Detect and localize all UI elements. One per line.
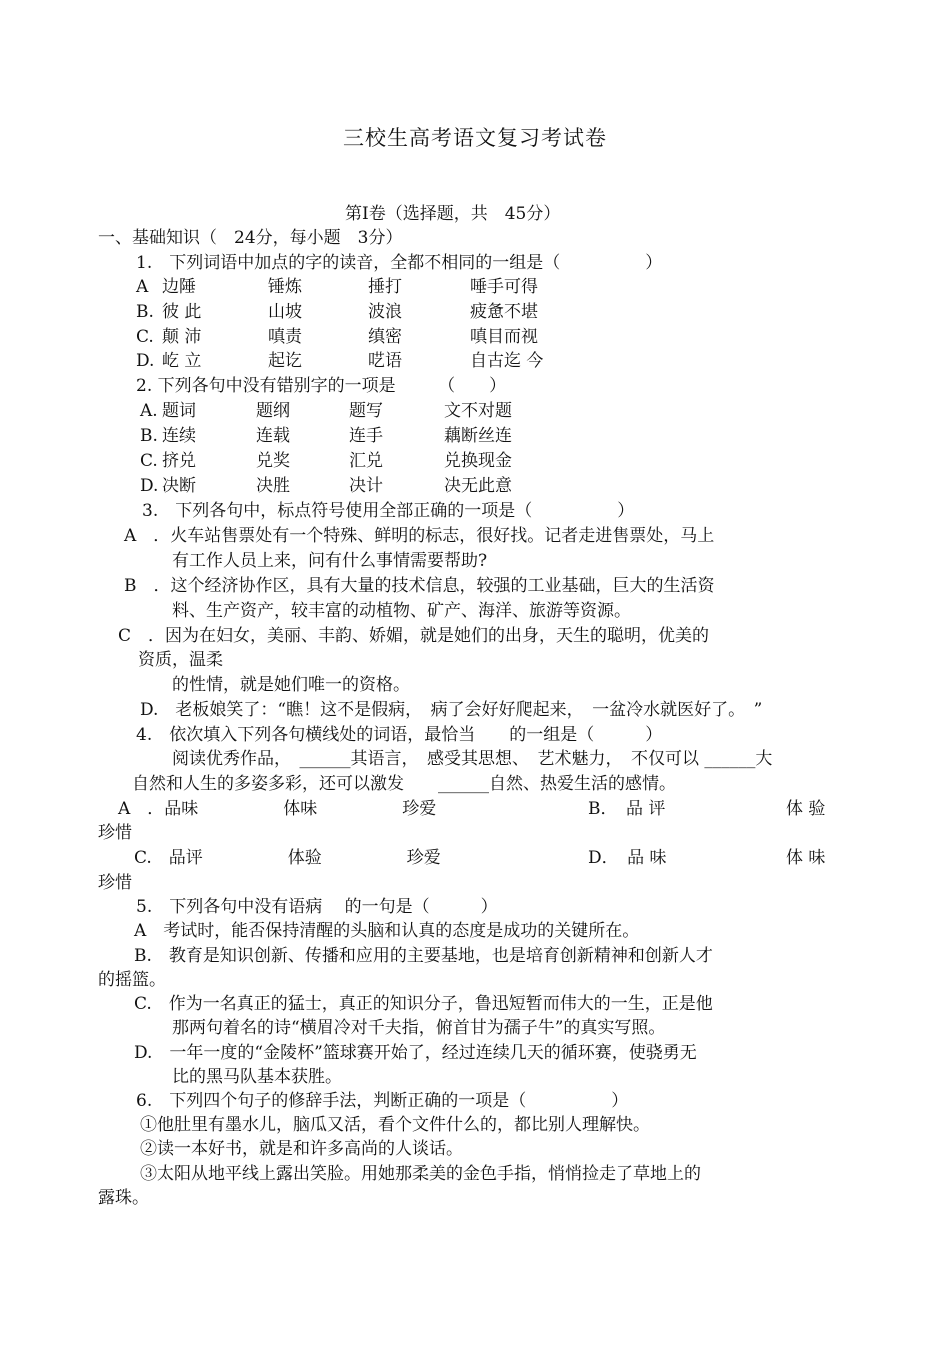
q5-option-a: A 考试时，能否保持清醒的头脑和认真的态度是成功的关键所在。: [134, 921, 640, 941]
q2-a-label: A.: [140, 401, 158, 421]
q5-stem: 5. 下列各句中没有语病 的一句是（ ）: [136, 897, 498, 917]
q1-c-word-4: 嗔目而视: [470, 327, 538, 347]
exam-title: 三校生高考语文复习考试卷: [343, 126, 607, 150]
q2-c-word-2: 兑奖: [256, 451, 290, 471]
q2-c-word-3: 汇兑: [349, 451, 383, 471]
q3-option-a-line-1: A ．火车站售票处有一个特殊、鲜明的标志，很好找。记者走进售票处，马上: [124, 526, 715, 546]
q1-d-label: D.: [136, 351, 155, 371]
q5-option-d-line-2: 比的黑马队基本获胜。: [172, 1067, 342, 1087]
q1-c-word-1: 颠 沛: [162, 327, 202, 347]
q1-d-word-4: 自古迄 今: [470, 351, 544, 371]
q4-option-c: C. 品评 体验 珍爱: [134, 848, 441, 868]
q2-b-word-3: 连手: [349, 426, 383, 446]
q2-a-word-4: 文不对题: [444, 401, 512, 421]
q2-d-word-3: 决计: [349, 476, 383, 496]
q2-b-word-1: 连续: [162, 426, 196, 446]
q1-b-word-3: 波浪: [368, 302, 402, 322]
q2-d-label: D.: [140, 476, 159, 496]
q1-c-word-2: 嗔责: [268, 327, 302, 347]
q1-b-label: B.: [136, 302, 154, 322]
q1-a-word-3: 捶打: [368, 277, 402, 297]
q3-option-c-line-3: 的性情，就是她们唯一的资格。: [172, 675, 410, 695]
q6-sentence-3-line-2: 露珠。: [98, 1188, 149, 1208]
q4-stem: 4. 依次填入下列各句横线处的词语，最恰当 的一组是（ ）: [136, 725, 663, 745]
section-heading: 一、基础知识（ 24分，每小题 3分）: [98, 228, 403, 248]
q1-a-word-1: 边陲: [162, 277, 196, 297]
q3-option-c-line-2: 资质，温柔: [138, 650, 223, 670]
q6-stem: 6. 下列四个句子的修辞手法，判断正确的一项是（ ）: [136, 1091, 629, 1111]
q1-a-word-2: 锤炼: [268, 277, 302, 297]
q3-option-a-line-2: 有工作人员上来，问有什么事情需要帮助?: [172, 551, 488, 571]
q5-option-c-line-1: C. 作为一名真正的猛士，真正的知识分子，鲁迅短暂而伟大的一生，正是他: [134, 994, 713, 1014]
q1-c-label: C.: [136, 327, 154, 347]
q4-passage-line-1: 阅读优秀作品， ______其语言， 感受其思想、 艺术魅力， 不仅可以 ______大: [172, 749, 773, 769]
q2-c-word-1: 挤兑: [162, 451, 196, 471]
q1-a-label: A: [136, 277, 149, 297]
q1-d-word-1: 屹 立: [162, 351, 202, 371]
q2-stem: 2. 下列各句中没有错别字的一项是 （ ）: [136, 376, 507, 396]
q2-d-word-4: 决无此意: [444, 476, 512, 496]
q2-c-label: C.: [140, 451, 158, 471]
q1-b-word-4: 疲惫不堪: [470, 302, 538, 322]
q1-c-word-3: 缜密: [368, 327, 402, 347]
q4-option-b-word-3: 珍惜: [98, 823, 132, 843]
q2-d-word-2: 决胜: [256, 476, 290, 496]
q1-d-word-3: 呓语: [368, 351, 402, 371]
q5-option-d-line-1: D. 一年一度的“金陵杯”篮球赛开始了，经过连续几天的循环赛，使骁勇无: [134, 1043, 697, 1063]
q5-option-c-line-2: 那两句着名的诗“横眉冷对千夫指，俯首甘为孺子牛”的真实写照。: [172, 1018, 666, 1038]
q6-sentence-3-line-1: ③太阳从地平线上露出笑脸。用她那柔美的金色手指，悄悄捡走了草地上的: [140, 1164, 701, 1184]
q5-option-b-line-1: B. 教育是知识创新、传播和应用的主要基地，也是培育创新精神和创新人才: [134, 946, 713, 966]
q5-option-b-line-2: 的摇篮。: [98, 970, 166, 990]
q2-b-label: B.: [140, 426, 158, 446]
q3-stem: 3. 下列各句中，标点符号使用全部正确的一项是（ ）: [142, 501, 635, 521]
q1-d-word-2: 起讫: [268, 351, 302, 371]
q1-a-word-4: 唾手可得: [470, 277, 538, 297]
q1-stem: 1. 下列词语中加点的字的读音，全都不相同的一组是（ ）: [136, 253, 663, 273]
q4-option-d-word-1: D． 品 味: [588, 848, 667, 868]
q3-option-c-line-1: C ．因为在妇女，美丽、丰韵、娇媚，就是她们的出身，天生的聪明，优美的: [118, 626, 710, 646]
q1-b-word-2: 山坡: [268, 302, 302, 322]
q3-option-b-line-2: 料、生产资产，较丰富的动植物、矿产、海洋、旅游等资源。: [172, 601, 631, 621]
q6-sentence-1: ①他肚里有墨水儿，脑瓜又活，看个文件什么的，都比别人理解快。: [140, 1115, 650, 1135]
q4-option-b-word-2: 体 验: [786, 799, 826, 819]
q2-d-word-1: 决断: [162, 476, 196, 496]
q1-b-word-1: 彼 此: [162, 302, 202, 322]
q4-option-d-word-3: 珍惜: [98, 873, 132, 893]
q2-a-word-2: 题纲: [256, 401, 290, 421]
q2-a-word-1: 题词: [162, 401, 196, 421]
q3-option-d: D. 老板娘笑了：“瞧！这不是假病， 病了会好好爬起来， 一盆冷水就医好了。 ”: [140, 700, 763, 720]
q2-c-word-4: 兑换现金: [444, 451, 512, 471]
q4-passage-line-2: 自然和人生的多姿多彩，还可以激发 ______自然、热爱生活的感情。: [132, 774, 676, 794]
q6-sentence-2: ②读一本好书，就是和许多高尚的人谈话。: [140, 1139, 463, 1159]
q4-option-d-word-2: 体 味: [786, 848, 826, 868]
q2-a-word-3: 题写: [349, 401, 383, 421]
q3-option-b-line-1: B ．这个经济协作区，具有大量的技术信息，较强的工业基础，巨大的生活资: [124, 576, 715, 596]
q4-option-a: A ．品味 体味 珍爱: [118, 799, 437, 819]
q2-b-word-4: 藕断丝连: [444, 426, 512, 446]
volume-heading: 第Ⅰ卷（选择题，共 45分）: [345, 204, 561, 224]
q2-b-word-2: 连载: [256, 426, 290, 446]
q4-option-b-word-1: B． 品 评: [588, 799, 666, 819]
